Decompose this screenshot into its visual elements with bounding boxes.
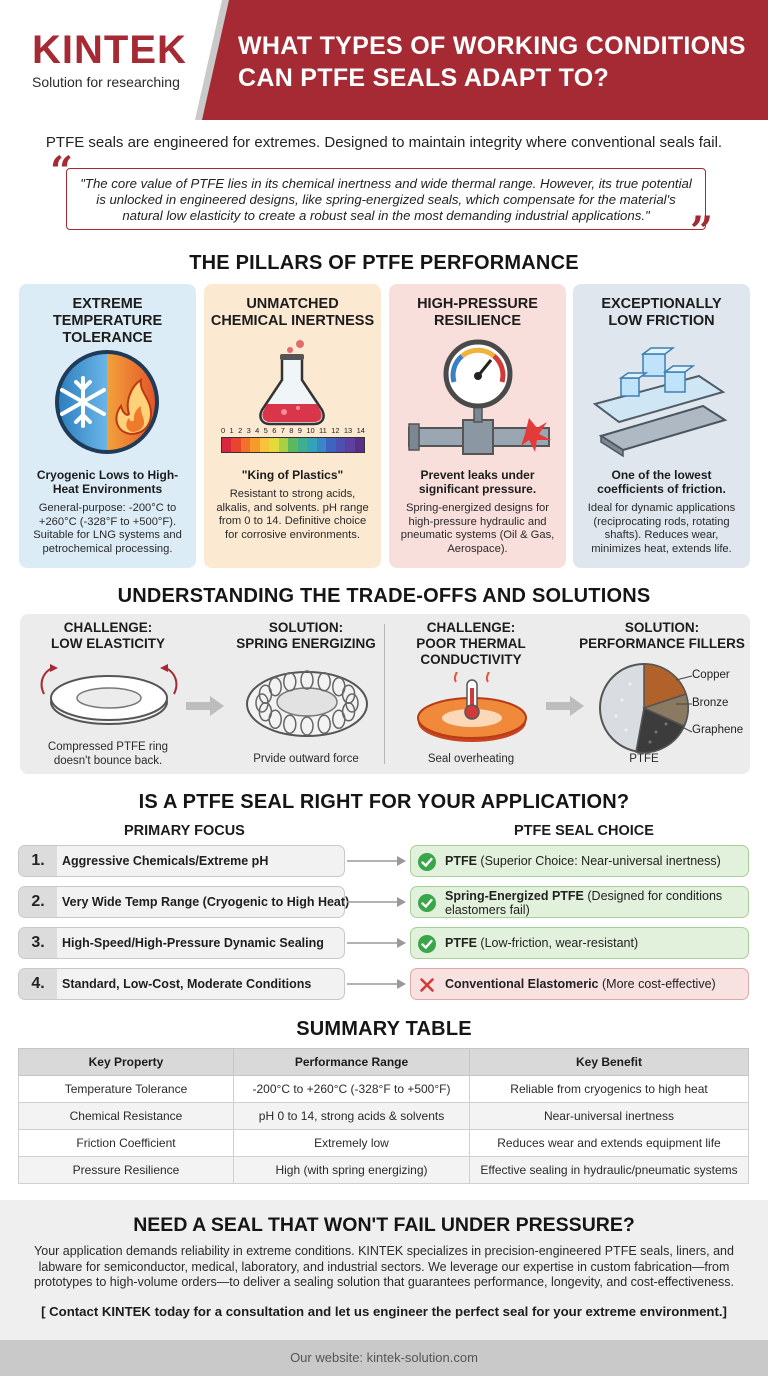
ph-swatch bbox=[269, 438, 278, 452]
filler-label-graphene: Graphene bbox=[692, 724, 744, 736]
ph-label: 11 bbox=[319, 426, 327, 435]
ice-cubes-icon bbox=[573, 336, 750, 464]
overheating-seal-icon bbox=[412, 672, 532, 746]
ph-swatch bbox=[231, 438, 240, 452]
table-cell: Temperature Tolerance bbox=[19, 1076, 234, 1103]
ph-swatch bbox=[241, 438, 250, 452]
ph-label: 3 bbox=[246, 426, 251, 435]
pillar-pressure bbox=[389, 284, 566, 568]
pillar-description: Spring-energized designs for high-pressure hydraulic and pneumatic systems (Oil & Gas, Aerospace). bbox=[400, 502, 555, 555]
ph-label: 5 bbox=[263, 426, 268, 435]
table-row bbox=[19, 1157, 749, 1184]
table-cell: -200°C to +260°C (-328°F to +500°F) bbox=[234, 1076, 470, 1103]
ph-swatch bbox=[222, 438, 231, 452]
intro-text: PTFE seals are engineered for extremes. Designed to maintain integrity where conventional seals fail. bbox=[45, 134, 723, 151]
pillar-subtitle: Cryogenic Lows to High-Heat Environments bbox=[36, 468, 179, 496]
ph-swatch bbox=[260, 438, 269, 452]
ph-swatch bbox=[317, 438, 326, 452]
ph-label: 4 bbox=[255, 426, 260, 435]
table-cell: Reduces wear and extends equipment life bbox=[470, 1130, 749, 1157]
cta-contact[interactable]: [ Contact KINTEK today for a consultation and let us engineer the perfect seal for your extreme environment.] bbox=[41, 1304, 727, 1319]
filler-label-copper: Copper bbox=[692, 669, 730, 681]
pillar-description: Ideal for dynamic applications (reciprocating rods, rotating shafts). Reduces wear, minimizes heat, extends life. bbox=[587, 502, 736, 555]
table-cell: Chemical Resistance bbox=[19, 1103, 234, 1130]
ph-swatch bbox=[288, 438, 297, 452]
summary-section-title: SUMMARY TABLE bbox=[296, 1018, 472, 1040]
ph-label: 8 bbox=[289, 426, 294, 435]
ph-swatch bbox=[336, 438, 345, 452]
snowflake-flame-icon bbox=[19, 336, 196, 464]
arrow-right-icon bbox=[345, 896, 407, 908]
row-focus-text: Standard, Low-Cost, Moderate Conditions bbox=[62, 977, 312, 991]
table-cell: Pressure Resilience bbox=[19, 1157, 234, 1184]
pillar-title: EXTREME TEMPERATURE TOLERANCE bbox=[52, 296, 163, 346]
pillar-subtitle: Prevent leaks under significant pressure. bbox=[418, 468, 537, 496]
close-quote-icon: ” bbox=[690, 208, 714, 255]
row-number: 1. bbox=[19, 846, 57, 876]
arrow-right-icon bbox=[345, 937, 407, 949]
cta-title: NEED A SEAL THAT WON'T FAIL UNDER PRESSURE? bbox=[133, 1214, 635, 1236]
focus-row bbox=[18, 845, 345, 877]
kintek-logo[interactable] bbox=[32, 30, 187, 90]
row-choice-text: Spring-Energized PTFE (Designed for conditions elastomers fail) bbox=[445, 889, 723, 917]
ph-swatch bbox=[345, 438, 354, 452]
ph-swatch bbox=[355, 438, 364, 452]
ph-scale bbox=[221, 426, 365, 453]
arrow-right-icon bbox=[546, 694, 586, 718]
choice-row bbox=[410, 968, 749, 1000]
pillar-subtitle: "King of Plastics" bbox=[241, 468, 344, 482]
table-row bbox=[19, 1076, 749, 1103]
focus-row bbox=[18, 968, 345, 1000]
cta-body: Your application demands reliability in extreme conditions. KINTEK specializes in precision-engineered PTFE seals, liners, and labware for semiconductor, medical, laboratory, and industrial sectors. We leverage our expertise in custom fabrication—from prototypes to high-volume orders—to deliver a sealing solution that guarantees performance, longevity, and cost-effectiveness. bbox=[34, 1244, 734, 1289]
footer bbox=[0, 1340, 768, 1376]
pillar-friction bbox=[573, 284, 750, 568]
ptfe-ring-icon bbox=[34, 664, 184, 734]
challenge-thermal-caption: Seal overheating bbox=[427, 753, 515, 765]
seal-choice-header: PTFE SEAL CHOICE bbox=[514, 823, 654, 839]
pillar-title: HIGH-PRESSURE RESILIENCE bbox=[417, 296, 538, 329]
focus-row bbox=[18, 886, 350, 918]
row-focus-text: Aggressive Chemicals/Extreme pH bbox=[62, 854, 269, 868]
ph-label: 9 bbox=[297, 426, 302, 435]
row-choice-text: Conventional Elastomeric (More cost-effective) bbox=[445, 977, 716, 991]
ph-swatch bbox=[298, 438, 307, 452]
ph-label: 12 bbox=[331, 426, 340, 435]
table-header-cell: Key Property bbox=[19, 1049, 234, 1076]
ph-label: 14 bbox=[356, 426, 365, 435]
challenge-low-elasticity-title: CHALLENGE: LOW ELASTICITY bbox=[51, 620, 165, 651]
ph-label: 6 bbox=[272, 426, 277, 435]
page-title-line1: WHAT TYPES OF WORKING CONDITIONS bbox=[238, 32, 746, 60]
arrow-right-icon bbox=[345, 855, 407, 867]
ph-swatch bbox=[250, 438, 259, 452]
choice-row bbox=[410, 886, 749, 918]
table-cell: Reliable from cryogenics to high heat bbox=[470, 1076, 749, 1103]
table-row bbox=[19, 1130, 749, 1157]
ph-label: 7 bbox=[280, 426, 285, 435]
quote-text bbox=[74, 176, 698, 224]
table-header-row bbox=[19, 1049, 749, 1076]
pillar-temperature bbox=[19, 284, 196, 568]
row-focus-text: High-Speed/High-Pressure Dynamic Sealing bbox=[62, 936, 324, 950]
pillar-description: Resistant to strong acids, alkalis, and solvents. pH range from 0 to 14. Definitive choice for corrosive environments. bbox=[216, 488, 369, 541]
ph-label: 0 bbox=[221, 426, 226, 435]
spring-coil-icon bbox=[232, 660, 382, 744]
challenge-thermal-title: CHALLENGE: POOR THERMAL CONDUCTIVITY bbox=[416, 620, 526, 667]
challenge-low-elasticity-caption: Compressed PTFE ring doesn't bounce back. bbox=[47, 741, 169, 767]
summary-table bbox=[18, 1048, 749, 1184]
row-number: 2. bbox=[19, 887, 57, 917]
ph-label: 13 bbox=[343, 426, 353, 435]
arrow-right-icon bbox=[186, 694, 226, 718]
focus-row bbox=[18, 927, 345, 959]
table-row bbox=[19, 1103, 749, 1130]
solution-fillers-title: SOLUTION: PERFORMANCE FILLERS bbox=[579, 620, 745, 651]
row-number: 3. bbox=[19, 928, 57, 958]
row-focus-text: Very Wide Temp Range (Cryogenic to High Heat) bbox=[62, 895, 350, 909]
page-title-line2: CAN PTFE SEALS ADAPT TO? bbox=[238, 64, 610, 92]
pillars-section-title: THE PILLARS OF PTFE PERFORMANCE bbox=[189, 252, 579, 274]
solution-spring-energizing-caption: Prvide outward force bbox=[253, 753, 359, 765]
table-cell: Friction Coefficient bbox=[19, 1130, 234, 1157]
cta-section bbox=[0, 1200, 768, 1340]
check-icon bbox=[417, 893, 437, 913]
pillar-subtitle: One of the lowest coefficients of friction. bbox=[597, 468, 726, 496]
choice-row bbox=[410, 845, 749, 877]
tradeoffs-panel bbox=[20, 614, 750, 774]
quote-line: natural low elasticity to create a robust seal in the most demanding industrial applications." bbox=[122, 208, 650, 223]
table-cell: Near-universal inertness bbox=[470, 1103, 749, 1130]
table-header-cell: Performance Range bbox=[234, 1049, 470, 1076]
ph-swatch bbox=[279, 438, 288, 452]
pressure-gauge-icon bbox=[389, 336, 566, 464]
logo-tagline: Solution for researching bbox=[32, 74, 180, 90]
open-quote-icon: “ bbox=[50, 148, 74, 195]
pillar-chemical bbox=[204, 284, 381, 568]
panel-divider bbox=[384, 624, 385, 764]
ph-label: 10 bbox=[306, 426, 315, 435]
filler-leader-lines bbox=[676, 672, 694, 742]
pillar-title: UNMATCHED CHEMICAL INERTNESS bbox=[210, 296, 375, 329]
decision-section-title: IS A PTFE SEAL RIGHT FOR YOUR APPLICATION? bbox=[138, 791, 630, 813]
arrow-right-icon bbox=[345, 978, 407, 990]
row-choice-text: PTFE (Superior Choice: Near-universal inertness) bbox=[445, 854, 721, 868]
page-title bbox=[238, 30, 758, 94]
logo-wordmark: KINTEK bbox=[32, 28, 187, 72]
primary-focus-header: PRIMARY FOCUS bbox=[124, 823, 245, 839]
pillar-title: EXCEPTIONALLY LOW FRICTION bbox=[601, 296, 722, 329]
table-cell: pH 0 to 14, strong acids & solvents bbox=[234, 1103, 470, 1130]
website-link[interactable]: Our website: kintek-solution.com bbox=[290, 1350, 478, 1365]
table-cell: Effective sealing in hydraulic/pneumatic systems bbox=[470, 1157, 749, 1184]
filler-label-bronze: Bronze bbox=[692, 697, 729, 709]
filler-pie-caption: PTFE bbox=[629, 753, 659, 765]
choice-row bbox=[410, 927, 749, 959]
check-icon bbox=[417, 852, 437, 872]
table-cell: High (with spring energizing) bbox=[234, 1157, 470, 1184]
ph-swatch bbox=[326, 438, 335, 452]
ph-label: 2 bbox=[238, 426, 243, 435]
ph-swatch bbox=[307, 438, 316, 452]
page-header bbox=[0, 0, 768, 120]
solution-spring-energizing-title: SOLUTION: SPRING ENERGIZING bbox=[236, 620, 376, 651]
pillar-description: General-purpose: -200°C to +260°C (-328°F to +500°F). Suitable for LNG systems and petrochemical processing. bbox=[33, 502, 182, 555]
check-icon bbox=[417, 934, 437, 954]
quote-line: is unlocked in engineered designs, like spring-energized seals, which compensate for the material's bbox=[96, 192, 676, 207]
row-number: 4. bbox=[19, 969, 57, 999]
quote-line: "The core value of PTFE lies in its chemical inertness and wide thermal range. However, its true potential bbox=[80, 176, 692, 191]
table-cell: Extremely low bbox=[234, 1130, 470, 1157]
table-header-cell: Key Benefit bbox=[470, 1049, 749, 1076]
row-choice-text: PTFE (Low-friction, wear-resistant) bbox=[445, 936, 639, 950]
ph-label: 1 bbox=[229, 426, 234, 435]
cross-icon bbox=[417, 975, 437, 995]
tradeoffs-section-title: UNDERSTANDING THE TRADE-OFFS AND SOLUTIONS bbox=[117, 585, 651, 607]
